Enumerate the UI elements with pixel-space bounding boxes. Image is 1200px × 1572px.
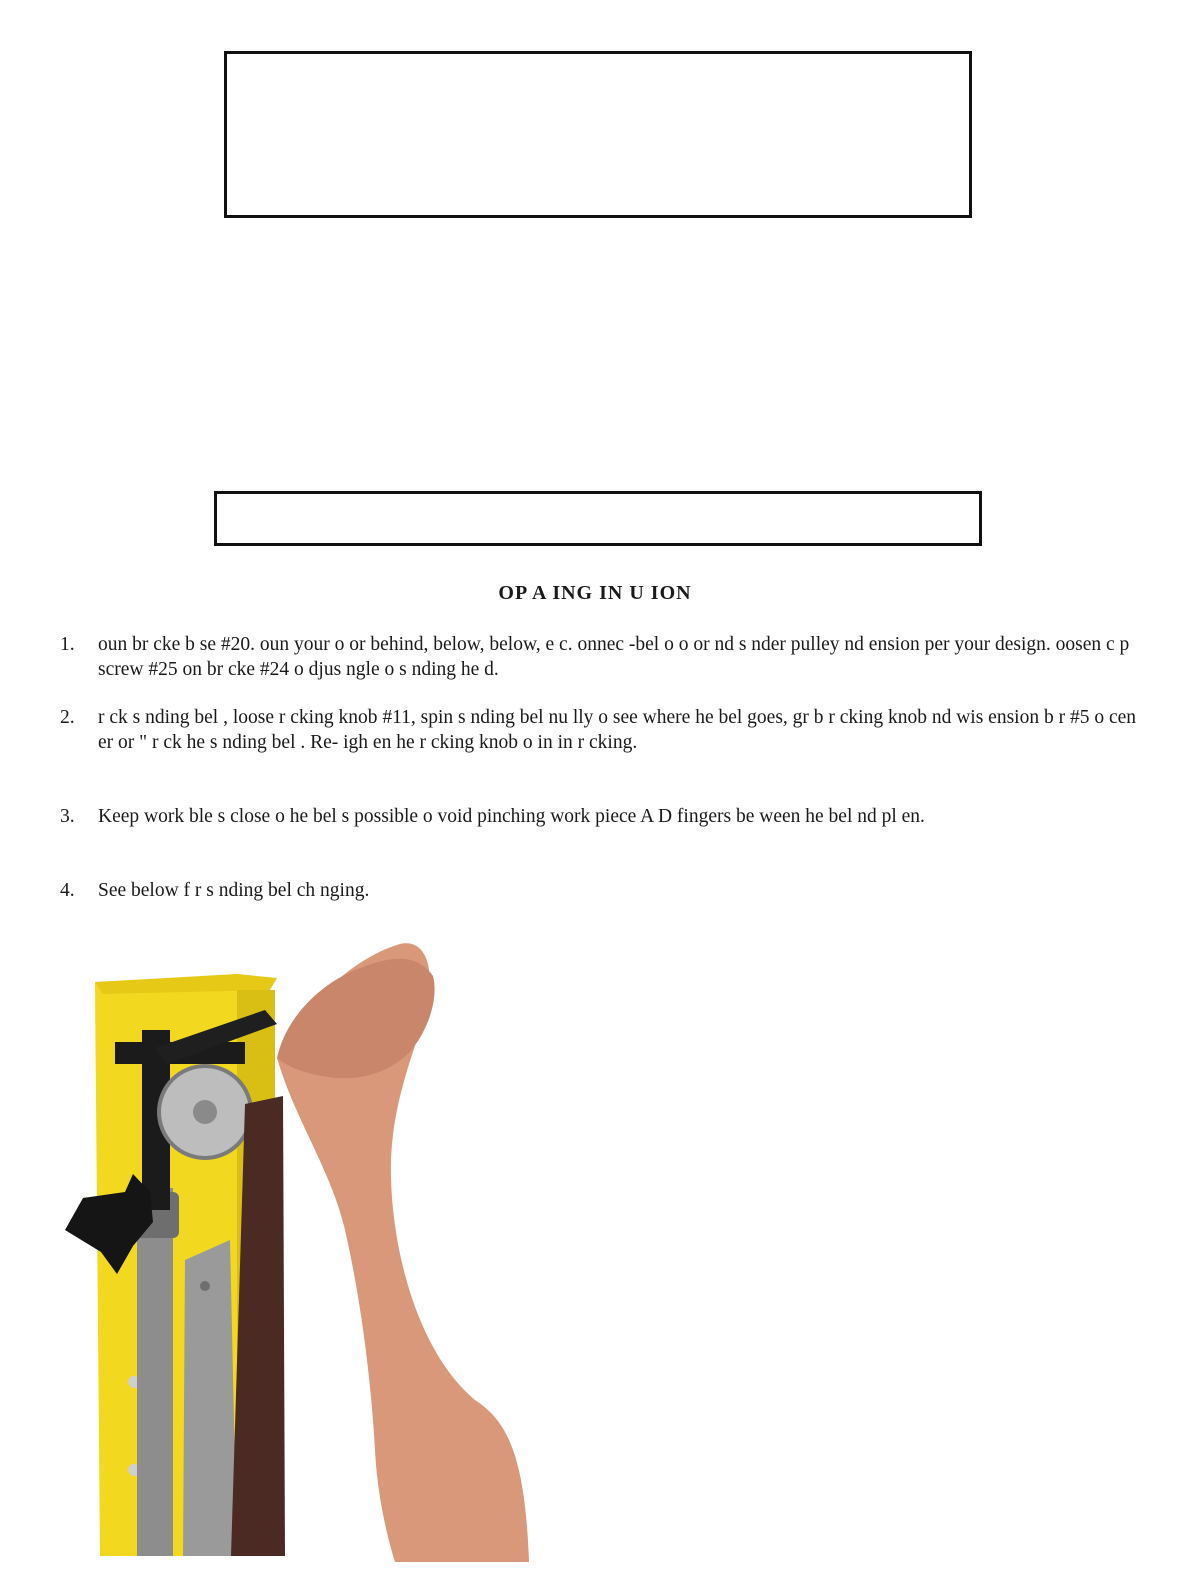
section-title-box: [214, 491, 982, 546]
operating-instructions-heading: OP A ING IN U ION: [498, 582, 692, 604]
instruction-step-3: [60, 804, 1150, 829]
mount-bracket: [183, 1240, 237, 1556]
step-number: 2.: [60, 707, 75, 728]
step-number: 3.: [60, 806, 75, 827]
instruction-step-2: [60, 705, 1150, 755]
step-text: See below f r s nding bel ch nging.: [98, 880, 370, 901]
hand: [277, 959, 435, 1079]
bracket-bolt: [200, 1281, 210, 1291]
step-number: 1.: [60, 634, 75, 655]
top-callout-box: [224, 51, 972, 218]
step-text: r ck s nding bel , loose r cking knob #11, spin s nding bel nu lly o see where he bel goes, gr b r cking knob nd wis ension b r #5 o cen er or " r ck he s nding bel . Re- igh en he r cking knob o in in r cking.: [98, 707, 1137, 753]
instruction-step-1: [60, 632, 1150, 682]
belt-tracking-photo: [55, 930, 535, 1562]
step-number: 4.: [60, 880, 75, 901]
step-text: oun br cke b se #20. oun your o or behind, below, below, e c. onnec -bel o o or nd s nder pulley nd ension per your design. oosen c p screw #25 on br cke #24 o djus ngle o s nding he d.: [98, 634, 1130, 680]
pulley-hub: [193, 1100, 217, 1124]
step-text: Keep work ble s close o he bel s possible o void pinching work piece A D fingers be ween he bel nd pl en.: [98, 806, 925, 827]
tension-bar: [137, 1188, 173, 1556]
instruction-step-4: [60, 878, 1150, 903]
